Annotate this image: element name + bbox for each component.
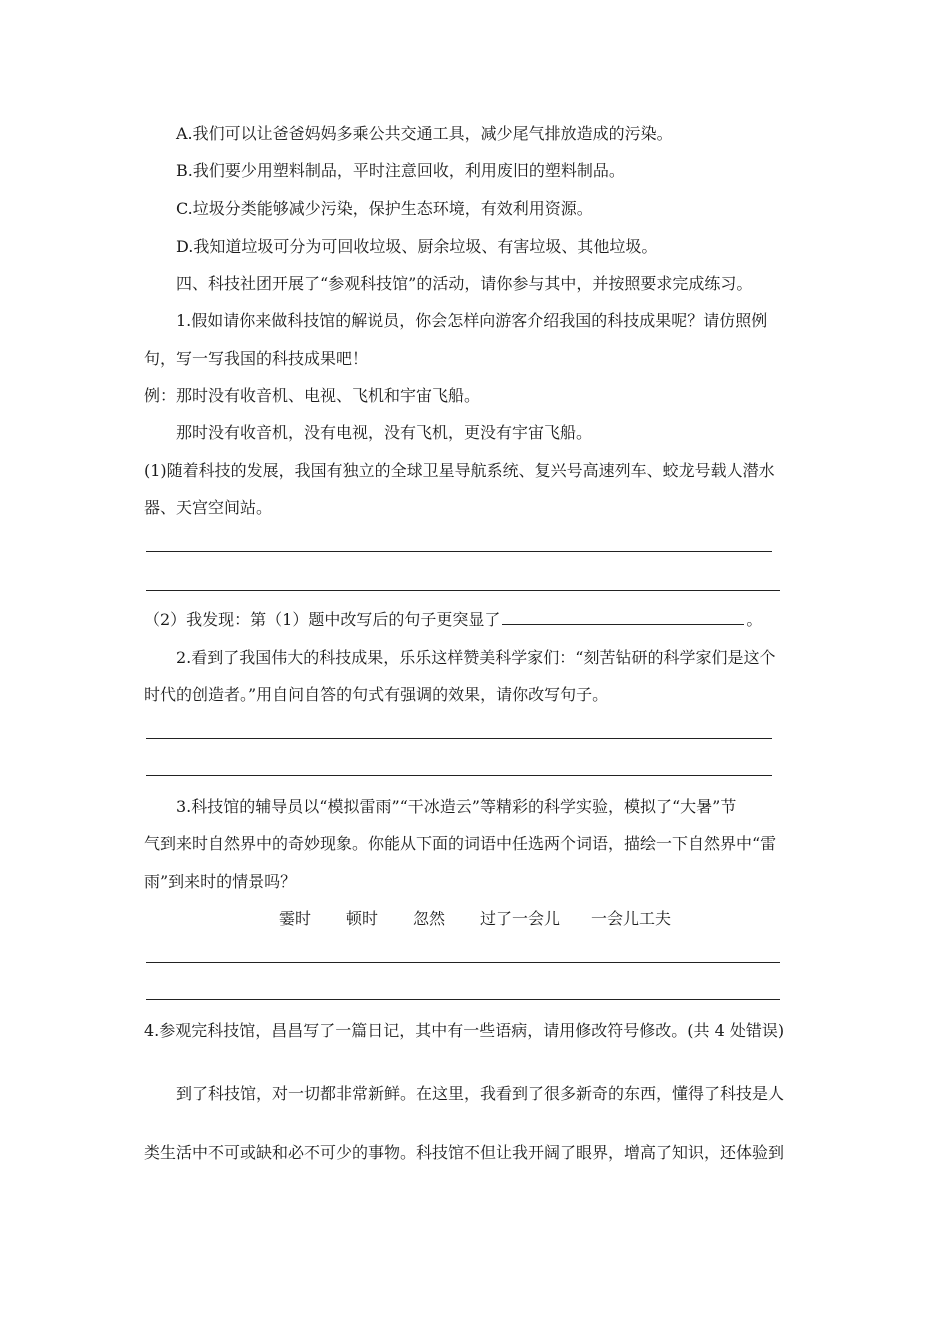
q3-prompt-line1: 3.科技馆的辅导员以“模拟雷雨”“干冰造云”等精彩的科学实验，模拟了“大暑”节	[176, 797, 737, 816]
q1-sub2-suffix: 。	[746, 610, 763, 629]
word-option: 一会儿工夫	[591, 909, 672, 928]
answer-line[interactable]	[146, 962, 780, 963]
q4-prompt: 4.参观完科技馆，昌昌写了一篇日记，其中有一些语病，请用修改符号修改。(共 4 处错误)	[144, 1021, 785, 1040]
answer-line[interactable]	[146, 775, 772, 776]
option-a: A.我们可以让爸爸妈妈多乘公共交通工具，减少尾气排放造成的污染。	[176, 124, 673, 143]
word-option: 忽然	[413, 909, 446, 928]
section-heading: 四、科技社团开展了“参观科技馆”的活动，请你参与其中，并按照要求完成练习。	[176, 274, 753, 293]
q3-prompt-line2: 气到来时自然界中的奇妙现象。你能从下面的词语中任选两个词语，描绘一下自然界中“雷	[144, 834, 777, 853]
word-option: 霎时	[279, 909, 312, 928]
q2-prompt-line1: 2.看到了我国伟大的科技成果，乐乐这样赞美科学家们：“刻苦钻研的科学家们是这个	[176, 648, 776, 667]
q1-sub1-line1: (1)随着科技的发展，我国有独立的全球卫星导航系统、复兴号高速列车、蛟龙号载人潜水	[144, 461, 775, 480]
q3-prompt-line3: 雨”到来时的情景吗？	[144, 872, 297, 891]
answer-line[interactable]	[146, 590, 780, 591]
option-b: B.我们要少用塑料制品，平时注意回收，利用废旧的塑料制品。	[176, 161, 625, 180]
fill-in-blank[interactable]	[502, 610, 744, 625]
diary-line2: 类生活中不可或缺和必不可少的事物。科技馆不但让我开阔了眼界，增高了知识，还体验到	[144, 1143, 785, 1162]
answer-line[interactable]	[146, 738, 772, 739]
answer-line[interactable]	[146, 551, 772, 552]
q2-prompt-line2: 时代的创造者。”用自问自答的句式有强调的效果，请你改写句子。	[144, 685, 609, 704]
option-d: D.我知道垃圾可分为可回收垃圾、厨余垃圾、有害垃圾、其他垃圾。	[176, 237, 658, 256]
answer-line[interactable]	[146, 999, 780, 1000]
q1-sub2	[144, 610, 762, 630]
diary-line1: 到了科技馆，对一切都非常新鲜。在这里，我看到了很多新奇的东西，懂得了科技是人	[176, 1084, 785, 1103]
q1-example-rewrite: 那时没有收音机，没有电视，没有飞机，更没有宇宙飞船。	[176, 423, 593, 442]
word-option: 顿时	[346, 909, 379, 928]
q1-sub1-line2: 器、天宫空间站。	[144, 498, 273, 517]
option-c: C.垃圾分类能够减少污染，保护生态环境，有效利用资源。	[176, 199, 593, 218]
word-option: 过了一会儿	[480, 909, 561, 928]
q1-sub2-prefix: （2）我发现：第（1）题中改写后的句子更突显了	[144, 610, 501, 629]
q1-prompt-line2: 句，写一写我国的科技成果吧！	[144, 349, 369, 368]
q1-example-label: 例：那时没有收音机、电视、飞机和宇宙飞船。	[144, 386, 481, 405]
q1-prompt-line1: 1.假如请你来做科技馆的解说员，你会怎样向游客介绍我国的科技成果呢？请仿照例	[176, 311, 768, 330]
